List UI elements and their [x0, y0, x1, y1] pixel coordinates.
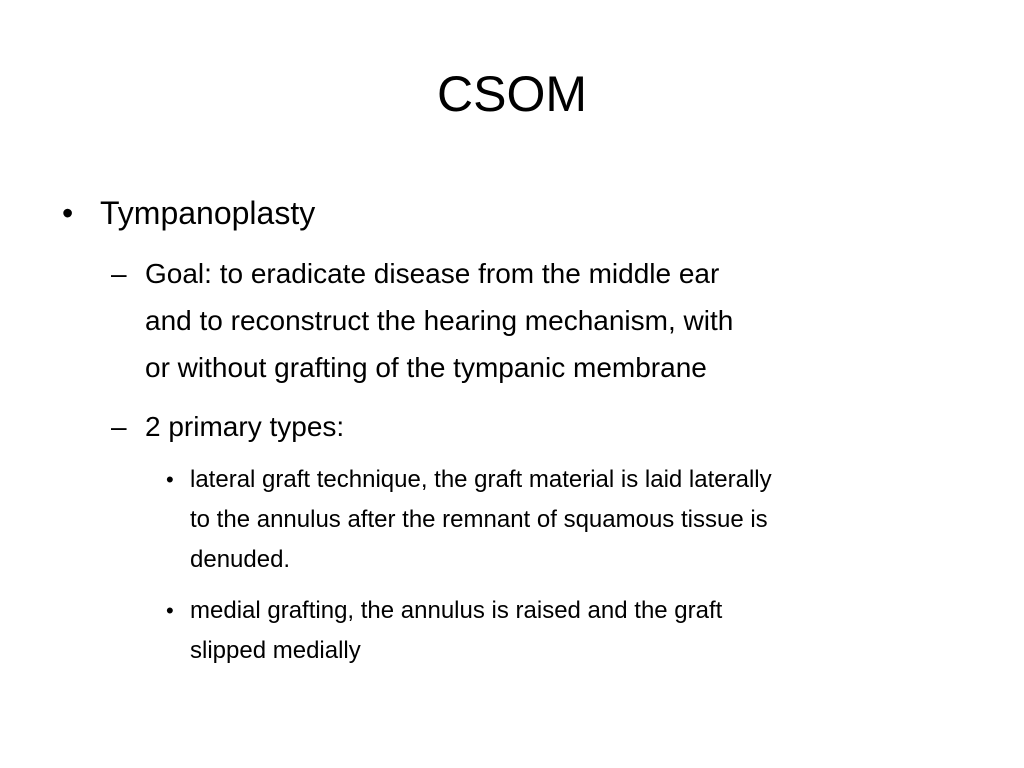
sub-sub-bullet-line: slipped medially: [190, 637, 361, 664]
sub-bullet-line: 2 primary types:: [145, 411, 345, 442]
dash-marker: –: [111, 411, 127, 442]
bullet-marker: •: [166, 598, 174, 623]
sub-sub-bullet-medial-grafting: [166, 591, 980, 671]
slide-title: CSOM: [437, 66, 587, 122]
sub-bullet-line: Goal: to eradicate disease from the middle ear: [145, 258, 720, 289]
sub-sub-bullet-line: lateral graft technique, the graft material is laid laterally: [190, 466, 772, 493]
sub-bullet-primary-types: [111, 403, 945, 450]
sub-sub-bullet-line: denuded.: [190, 546, 291, 573]
sub-bullet-line: or without grafting of the tympanic membrane: [145, 352, 707, 383]
dash-marker: –: [111, 258, 127, 289]
bullet-marker: •: [166, 467, 174, 492]
sub-sub-bullet-line: to the annulus after the remnant of squamous tissue is: [190, 506, 768, 533]
sub-bullet-goal: [111, 250, 945, 391]
sub-sub-bullet-lateral-graft: [166, 460, 980, 580]
sub-sub-bullet-line: medial grafting, the annulus is raised and the graft: [190, 597, 723, 624]
bullet-text: Tympanoplasty: [100, 195, 316, 231]
bullet-marker: •: [62, 195, 74, 231]
sub-bullet-line: and to reconstruct the hearing mechanism, with: [145, 305, 734, 336]
bullet-tympanoplasty: [62, 193, 980, 233]
